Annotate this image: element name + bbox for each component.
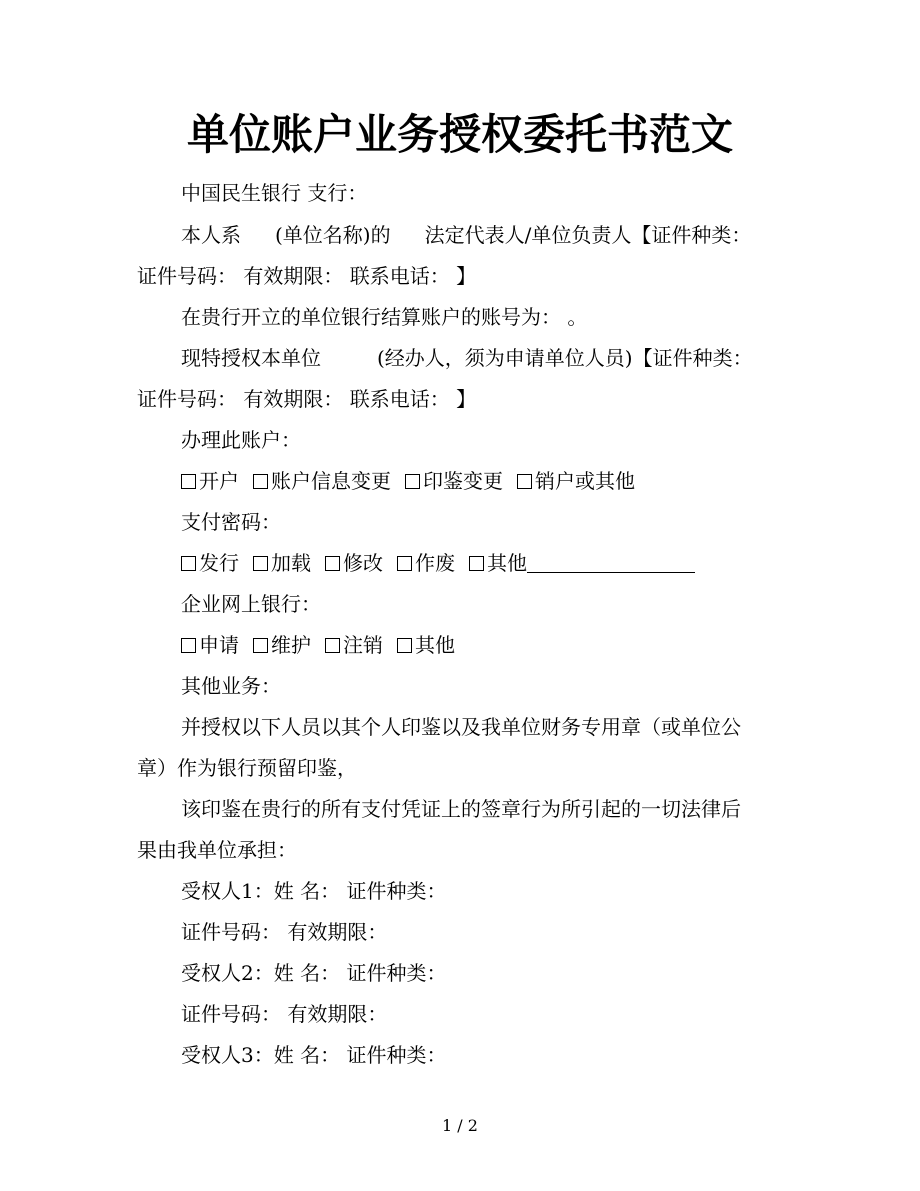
representative-id-line: 证件号码： 有效期限： 联系电话： 】 xyxy=(137,264,477,288)
checkbox-icon xyxy=(517,474,532,489)
checkbox-icon xyxy=(181,474,196,489)
checkbox-apply[interactable]: 申请 xyxy=(181,632,239,658)
page-number: 1 / 2 xyxy=(442,1116,478,1135)
ebank-options xyxy=(181,632,831,658)
liability-line-2: 果由我单位承担： xyxy=(137,838,297,862)
grantee-1-name-line: 受权人1：姓 名： 证件种类： xyxy=(181,879,447,903)
checkbox-icon xyxy=(397,556,412,571)
checkbox-modify[interactable]: 修改 xyxy=(325,550,383,576)
checkbox-void[interactable]: 作废 xyxy=(397,550,455,576)
agent-prefix: 现特授权本单位 xyxy=(181,346,321,370)
checkbox-icon xyxy=(253,638,268,653)
grantee-3-name-line: 受权人3：姓 名： 证件种类： xyxy=(181,1043,447,1067)
checkbox-icon xyxy=(397,638,412,653)
account-section-heading: 办理此账户： xyxy=(181,428,301,452)
unit-name-label: (单位名称)的 xyxy=(275,223,391,247)
checkbox-info-change[interactable]: 账户信息变更 xyxy=(253,468,391,494)
bank-branch-line: 中国民生银行 支行： xyxy=(181,181,368,205)
account-number-line: 在贵行开立的单位银行结算账户的账号为： 。 xyxy=(181,305,588,329)
checkbox-cancel[interactable]: 注销 xyxy=(325,632,383,658)
grantee-2-name-line: 受权人2：姓 名： 证件种类： xyxy=(181,961,447,985)
checkbox-other[interactable]: 其他 xyxy=(469,550,527,576)
checkbox-icon xyxy=(325,638,340,653)
account-options xyxy=(181,468,831,494)
representative-line xyxy=(181,222,831,248)
seal-authorization-line-2: 章）作为银行预留印鉴， xyxy=(137,756,357,780)
other-business-heading: 其他业务： xyxy=(181,674,281,698)
checkbox-close-or-other[interactable]: 销户或其他 xyxy=(517,468,635,494)
agent-note: (经办人，须为申请单位人员)【证件种类： xyxy=(377,346,753,370)
grantee-1-id-line: 证件号码： 有效期限： xyxy=(181,920,388,944)
document-title: 单位账户业务授权委托书范文 xyxy=(186,110,733,159)
grantee-2-id-line: 证件号码： 有效期限： xyxy=(181,1002,388,1026)
representative-prefix: 本人系 xyxy=(181,223,241,247)
password-section-heading: 支付密码： xyxy=(181,510,281,534)
agent-id-line: 证件号码： 有效期限： 联系电话： 】 xyxy=(137,387,477,411)
other-fill-in-line[interactable] xyxy=(527,552,695,573)
checkbox-icon xyxy=(469,556,484,571)
ebank-section-heading: 企业网上银行： xyxy=(181,592,321,616)
checkbox-load[interactable]: 加载 xyxy=(253,550,311,576)
authorized-agent-line xyxy=(181,345,831,371)
liability-line-1: 该印鉴在贵行的所有支付凭证上的签章行为所引起的一切法律后 xyxy=(181,797,741,821)
checkbox-maintain[interactable]: 维护 xyxy=(253,632,311,658)
checkbox-icon xyxy=(325,556,340,571)
checkbox-icon xyxy=(253,474,268,489)
password-options xyxy=(181,550,831,576)
checkbox-open-account[interactable]: 开户 xyxy=(181,468,239,494)
legal-rep-label: 法定代表人/单位负责人【证件种类： xyxy=(424,223,752,247)
checkbox-icon xyxy=(253,556,268,571)
checkbox-issue[interactable]: 发行 xyxy=(181,550,239,576)
seal-authorization-line-1: 并授权以下人员以其个人印鉴以及我单位财务专用章（或单位公 xyxy=(181,715,741,739)
checkbox-seal-change[interactable]: 印鉴变更 xyxy=(405,468,503,494)
checkbox-icon xyxy=(181,638,196,653)
checkbox-icon xyxy=(181,556,196,571)
checkbox-icon xyxy=(405,474,420,489)
checkbox-ebank-other[interactable]: 其他 xyxy=(397,632,455,658)
